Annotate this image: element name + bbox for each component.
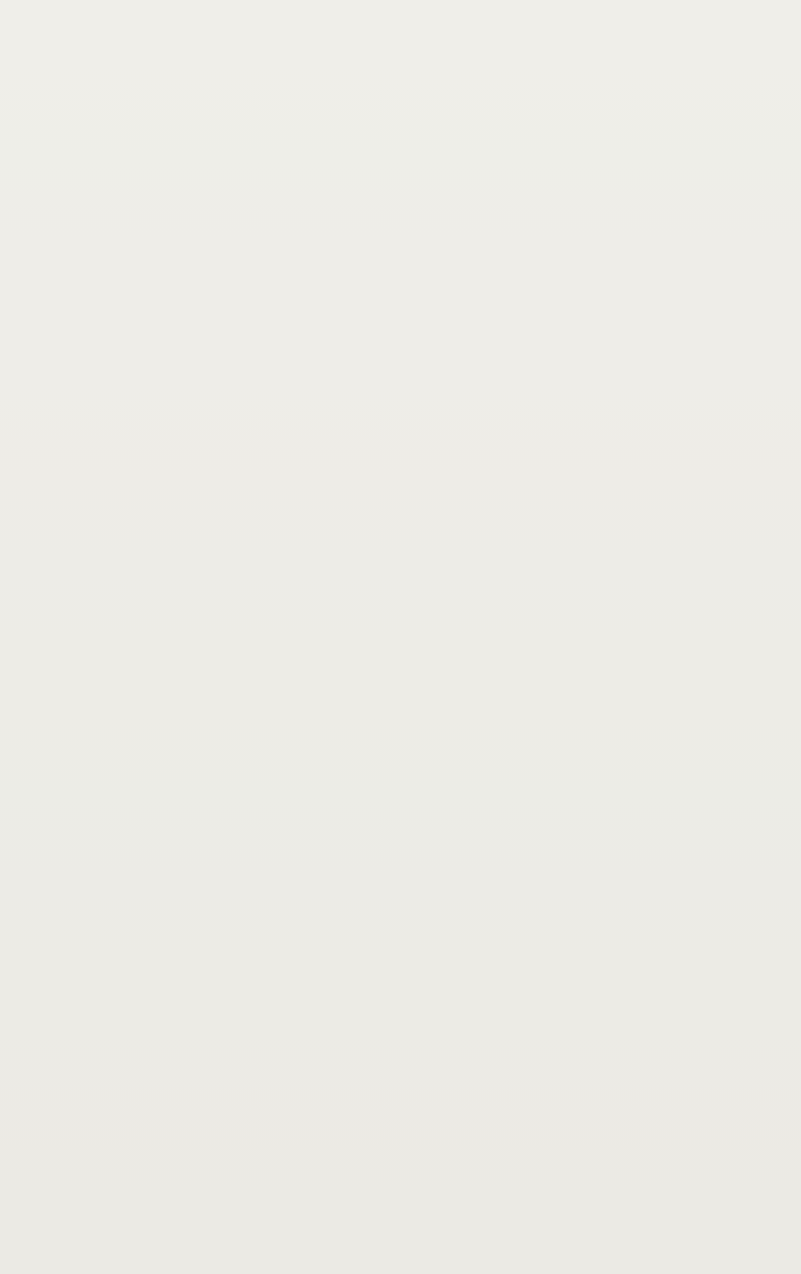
report-text <box>60 86 768 123</box>
